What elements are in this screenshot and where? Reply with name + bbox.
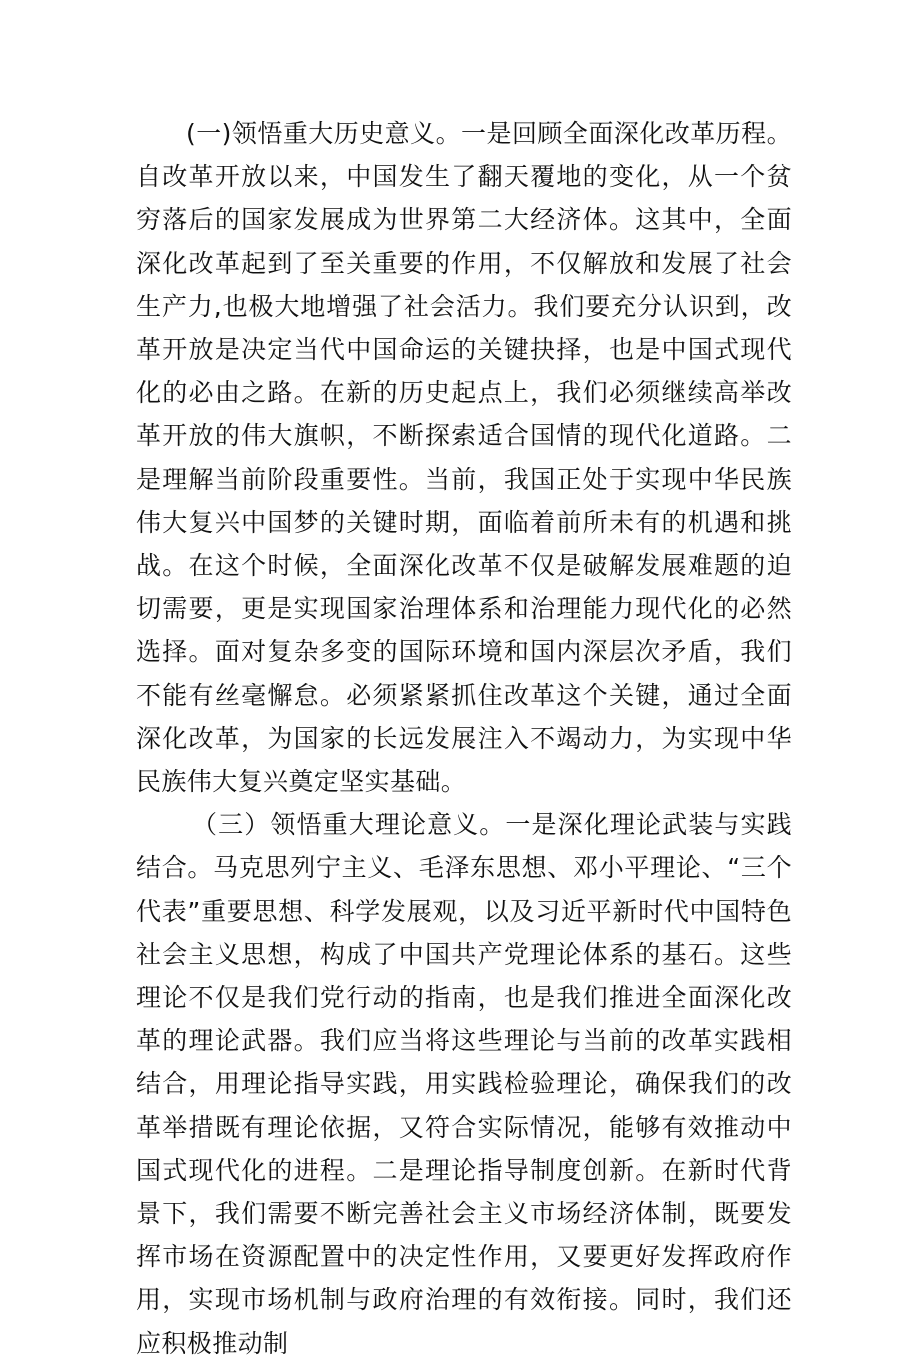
paragraph-theoretical-significance: （三）领悟重大理论意义。一是深化理论武装与实践结合。马克思列宁主义、毛泽东思想、邓小平理论、“三个代表”重要思想、科学发展观，以及习近平新时代中国特色社会主义思想，构成了中国共产党理论体系的基石。这些理论不仅是我们党行动的指南，也是我们推进全面深化改革的理论武器。我们应当将这些理论与当前的改革实践相结合，用理论指导实践，用实践检验理论，确保我们的改革举措既有理论依据，又符合实际情况，能够有效推动中国式现代化的进程。二是理论指导制度创新。在新时代背景下，我们需要不断完善社会主义市场经济体制，既要发挥市场在资源配置中的决定性作用，又要更好发挥政府作用，实现市场机制与政府治理的有效衔接。同时，我们还应积极推动制 (136, 810, 792, 1358)
document-body (136, 112, 792, 1365)
paragraph-historical-significance: (一)领悟重大历史意义。一是回顾全面深化改革历程。自改革开放以来，中国发生了翻天覆地的变化，从一个贫穷落后的国家发展成为世界第二大经济体。这其中，全面深化改革起到了至关重要的作用，不仅解放和发展了社会生产力,也极大地增强了社会活力。我们要充分认识到，改革开放是决定当代中国命运的关键抉择，也是中国式现代化的必由之路。在新的历史起点上，我们必须继续高举改革开放的伟大旗帜，不断探索适合国情的现代化道路。二是理解当前阶段重要性。当前，我国正处于实现中华民族伟大复兴中国梦的关键时期，面临着前所未有的机遇和挑战。在这个时候，全面深化改革不仅是破解发展难题的迫切需要，更是实现国家治理体系和治理能力现代化的必然选择。面对复杂多变的国际环境和国内深层次矛盾，我们不能有丝毫懈怠。必须紧紧抓住改革这个关键，通过全面深化改革，为国家的长远发展注入不竭动力，为实现中华民族伟大复兴奠定坚实基础。 (136, 119, 792, 797)
